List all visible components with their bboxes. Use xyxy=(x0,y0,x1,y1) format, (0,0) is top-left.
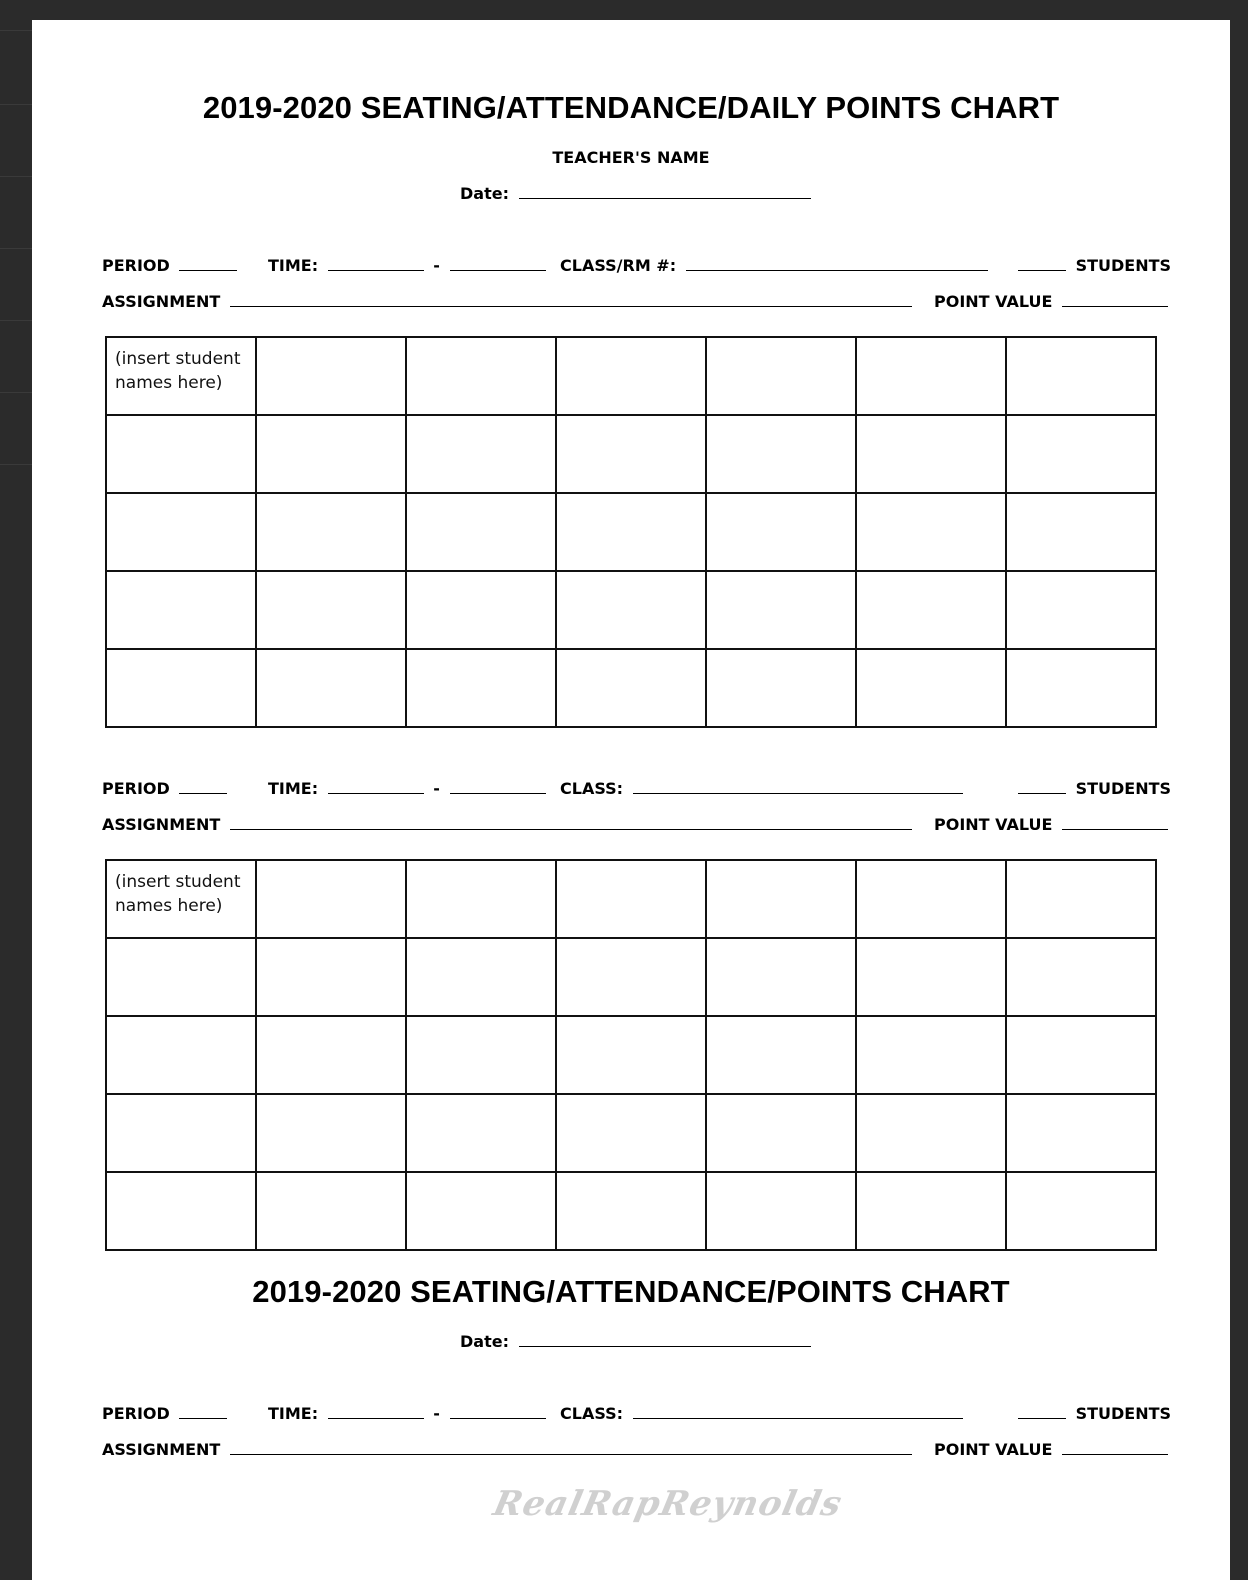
grid-cell[interactable] xyxy=(256,1094,406,1172)
assignment-blank[interactable] xyxy=(230,815,912,830)
grid-cell[interactable] xyxy=(556,415,706,493)
class-label: CLASS: xyxy=(560,779,624,798)
grid-cell[interactable] xyxy=(706,493,856,571)
time-end-blank[interactable] xyxy=(450,256,546,271)
background-line xyxy=(0,104,32,105)
grid-cell[interactable] xyxy=(256,1016,406,1094)
time-start-blank[interactable] xyxy=(328,1404,424,1419)
time-separator: - xyxy=(433,1404,440,1423)
point-value-label: POINT VALUE xyxy=(934,292,1053,311)
grid-cell[interactable] xyxy=(1006,493,1156,571)
period-blank[interactable] xyxy=(179,779,227,794)
grid-cell[interactable] xyxy=(106,571,256,649)
table-row xyxy=(106,1172,1156,1250)
time-end-blank[interactable] xyxy=(450,779,546,794)
students-label: STUDENTS xyxy=(1075,779,1172,798)
grid-cell[interactable] xyxy=(406,649,556,727)
time-separator: - xyxy=(433,779,440,798)
assignment-field[interactable] xyxy=(102,1440,912,1460)
grid-cell[interactable] xyxy=(1006,571,1156,649)
grid-cell[interactable] xyxy=(406,493,556,571)
table-row xyxy=(106,571,1156,649)
grid-cell[interactable] xyxy=(706,860,856,938)
grid-cell[interactable] xyxy=(856,415,1006,493)
grid-cell[interactable] xyxy=(556,571,706,649)
grid-cell[interactable] xyxy=(856,337,1006,415)
grid-cell[interactable] xyxy=(256,649,406,727)
grid-cell[interactable] xyxy=(706,1094,856,1172)
assignment-field[interactable] xyxy=(102,292,912,312)
grid-cell[interactable] xyxy=(406,1172,556,1250)
grid-cell[interactable] xyxy=(1006,860,1156,938)
background-line xyxy=(0,248,32,249)
page-title: 2019-2020 SEATING/ATTENDANCE/DAILY POINTS CHART xyxy=(202,90,1060,125)
table-row xyxy=(106,1094,1156,1172)
date-field[interactable] xyxy=(460,184,811,204)
assignment-label: ASSIGNMENT xyxy=(102,292,221,311)
grid-cell[interactable] xyxy=(1006,649,1156,727)
class-field[interactable] xyxy=(560,1404,963,1424)
background-line xyxy=(0,176,32,177)
grid-cell[interactable] xyxy=(1006,938,1156,1016)
table-row xyxy=(106,337,1156,415)
point-value-blank[interactable] xyxy=(1062,815,1168,830)
period-blank[interactable] xyxy=(179,1404,227,1419)
period-label: PERIOD xyxy=(102,779,170,798)
grid-cell[interactable] xyxy=(1006,337,1156,415)
grid-cell[interactable] xyxy=(856,938,1006,1016)
table-row xyxy=(106,938,1156,1016)
class-blank[interactable] xyxy=(686,256,988,271)
grid-cell[interactable] xyxy=(106,493,256,571)
grid-cell[interactable] xyxy=(856,571,1006,649)
grid-cell[interactable] xyxy=(1006,415,1156,493)
period-label: PERIOD xyxy=(102,256,170,275)
grid-cell[interactable] xyxy=(556,493,706,571)
time-label: TIME: xyxy=(268,779,319,798)
table-row xyxy=(106,493,1156,571)
grid-cell[interactable] xyxy=(406,938,556,1016)
time-label: TIME: xyxy=(268,1404,319,1423)
student-names-note: (insert student names here) xyxy=(115,349,241,393)
grid-cell[interactable] xyxy=(556,1016,706,1094)
period-field[interactable] xyxy=(102,779,227,799)
grid-cell[interactable] xyxy=(856,1094,1006,1172)
table-row xyxy=(106,649,1156,727)
grid-cell[interactable] xyxy=(106,1094,256,1172)
point-value-blank[interactable] xyxy=(1062,292,1168,307)
students-blank[interactable] xyxy=(1018,256,1066,271)
point-value-blank[interactable] xyxy=(1062,1440,1168,1455)
time-start-blank[interactable] xyxy=(328,256,424,271)
class-field[interactable] xyxy=(560,256,988,276)
students-field[interactable] xyxy=(1018,779,1171,799)
point-value-field[interactable] xyxy=(934,1440,1168,1460)
assignment-field[interactable] xyxy=(102,815,912,835)
students-field[interactable] xyxy=(1018,1404,1171,1424)
time-field[interactable] xyxy=(268,779,546,799)
grid-cell[interactable] xyxy=(256,571,406,649)
class-blank[interactable] xyxy=(633,1404,963,1419)
table-row xyxy=(106,860,1156,938)
second-title: 2019-2020 SEATING/ATTENDANCE/POINTS CHART xyxy=(252,1274,1010,1309)
grid-cell[interactable] xyxy=(406,571,556,649)
grid-cell[interactable] xyxy=(706,938,856,1016)
grid-cell[interactable] xyxy=(556,649,706,727)
period-field[interactable] xyxy=(102,256,237,276)
class-field[interactable] xyxy=(560,779,963,799)
period-label: PERIOD xyxy=(102,1404,170,1423)
assignment-label: ASSIGNMENT xyxy=(102,1440,221,1459)
grid-cell[interactable] xyxy=(106,415,256,493)
grid-cell[interactable] xyxy=(706,1172,856,1250)
grid-cell[interactable] xyxy=(106,337,256,415)
grid-cell[interactable] xyxy=(706,337,856,415)
students-label: STUDENTS xyxy=(1075,256,1172,275)
grid-cell[interactable] xyxy=(406,415,556,493)
class-label: CLASS/RM #: xyxy=(560,256,677,275)
grid-cell[interactable] xyxy=(706,571,856,649)
background-line xyxy=(0,30,32,31)
seating-grid xyxy=(105,336,1157,728)
date-blank[interactable] xyxy=(519,184,811,199)
point-value-label: POINT VALUE xyxy=(934,815,1053,834)
time-separator: - xyxy=(433,256,440,275)
grid-cell[interactable] xyxy=(106,860,256,938)
background-line xyxy=(0,320,32,321)
grid-cell[interactable] xyxy=(856,1172,1006,1250)
grid-cell[interactable] xyxy=(706,415,856,493)
grid-cell[interactable] xyxy=(256,493,406,571)
grid-cell[interactable] xyxy=(556,337,706,415)
date-label: Date: xyxy=(460,1332,509,1351)
date-label: Date: xyxy=(460,184,509,203)
grid-cell[interactable] xyxy=(256,938,406,1016)
document-page xyxy=(32,20,1230,1580)
grid-cell[interactable] xyxy=(556,860,706,938)
grid-cell[interactable] xyxy=(406,860,556,938)
time-start-blank[interactable] xyxy=(328,779,424,794)
grid-cell[interactable] xyxy=(256,860,406,938)
grid-cell[interactable] xyxy=(406,1016,556,1094)
grid-cell[interactable] xyxy=(1006,1172,1156,1250)
grid-cell[interactable] xyxy=(106,938,256,1016)
background-line xyxy=(0,464,32,465)
assignment-blank[interactable] xyxy=(230,292,912,307)
teacher-name-label: TEACHER'S NAME xyxy=(552,148,710,167)
point-value-field[interactable] xyxy=(934,292,1168,312)
assignment-label: ASSIGNMENT xyxy=(102,815,221,834)
students-label: STUDENTS xyxy=(1075,1404,1172,1423)
time-field[interactable] xyxy=(268,1404,546,1424)
time-label: TIME: xyxy=(268,256,319,275)
grid-cell[interactable] xyxy=(706,1016,856,1094)
assignment-blank[interactable] xyxy=(230,1440,912,1455)
seating-grid xyxy=(105,859,1157,1251)
grid-cell[interactable] xyxy=(1006,1094,1156,1172)
grid-cell[interactable] xyxy=(106,1016,256,1094)
grid-cell[interactable] xyxy=(856,860,1006,938)
grid-cell[interactable] xyxy=(856,649,1006,727)
student-names-note: (insert student names here) xyxy=(115,872,241,916)
students-blank[interactable] xyxy=(1018,1404,1066,1419)
grid-cell[interactable] xyxy=(256,415,406,493)
watermark-logo: RealRapReynolds xyxy=(489,1484,846,1524)
date-field[interactable] xyxy=(460,1332,811,1352)
point-value-label: POINT VALUE xyxy=(934,1440,1053,1459)
time-field[interactable] xyxy=(268,256,546,276)
period-blank[interactable] xyxy=(179,256,237,271)
grid-cell[interactable] xyxy=(406,337,556,415)
background-line xyxy=(0,392,32,393)
table-row xyxy=(106,1016,1156,1094)
grid-cell[interactable] xyxy=(706,649,856,727)
table-row xyxy=(106,415,1156,493)
grid-cell[interactable] xyxy=(406,1094,556,1172)
class-blank[interactable] xyxy=(633,779,963,794)
grid-cell[interactable] xyxy=(556,938,706,1016)
period-field[interactable] xyxy=(102,1404,227,1424)
grid-cell[interactable] xyxy=(256,337,406,415)
time-end-blank[interactable] xyxy=(450,1404,546,1419)
point-value-field[interactable] xyxy=(934,815,1168,835)
grid-cell[interactable] xyxy=(856,493,1006,571)
grid-cell[interactable] xyxy=(106,649,256,727)
grid-cell[interactable] xyxy=(856,1016,1006,1094)
date-blank[interactable] xyxy=(519,1332,811,1347)
students-field[interactable] xyxy=(1018,256,1171,276)
class-label: CLASS: xyxy=(560,1404,624,1423)
grid-cell[interactable] xyxy=(256,1172,406,1250)
grid-cell[interactable] xyxy=(106,1172,256,1250)
grid-cell[interactable] xyxy=(1006,1016,1156,1094)
grid-cell[interactable] xyxy=(556,1094,706,1172)
grid-cell[interactable] xyxy=(556,1172,706,1250)
students-blank[interactable] xyxy=(1018,779,1066,794)
